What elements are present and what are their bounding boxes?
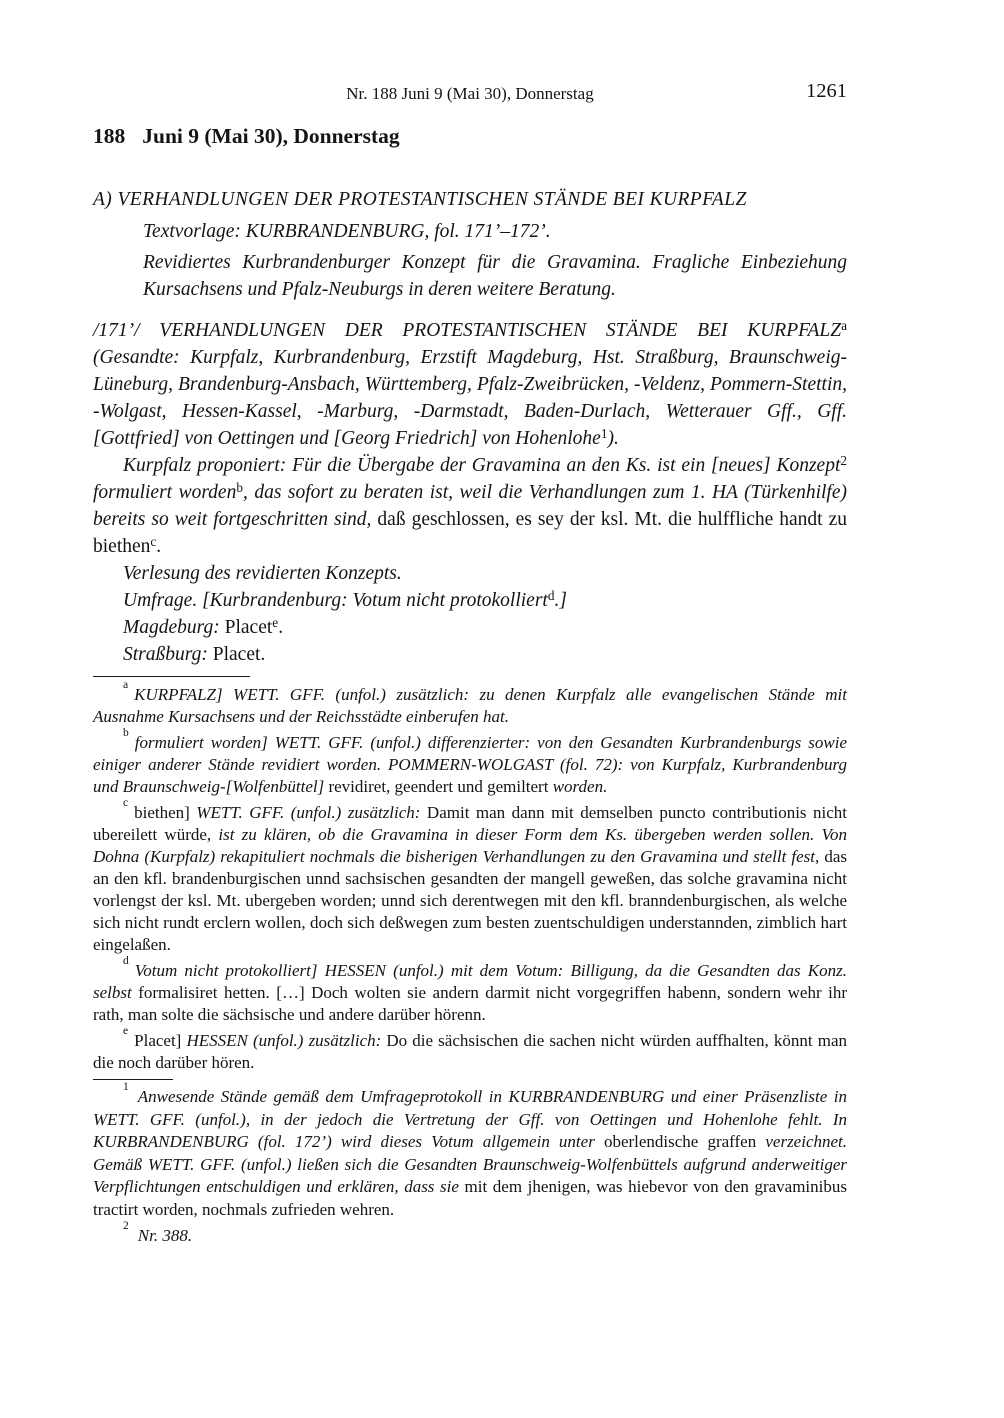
page-number: 1261 [806,80,847,102]
text-segment: formuliert worden] WETT. GFF. (unfol.) differenzierter: von den Gesandten Kurbrandenburgs sowie einiger anderer Stände revidiert worden. POMMERN-WOLGAST (fol. 72): von Kurpfalz, Kurbrandenburg und Braunschweig-[Wolfenbüttel] [93,733,847,796]
text-segment: formalisiret hetten. […] Doch wolten sie andern darmit nicht vorgegriffen habenn, sondern wehr ihr rath, man solte die sächsische und andere darüber hörenn. [93,983,847,1024]
paragraph-strassburg-votum [93,641,847,668]
footnote-b-text [93,733,847,796]
text-segment: mit dem jhenigen, was hiebevor von den gravaminibus tractirt worden, nochmals zufrieden wehren. [93,1177,847,1219]
summary-text: Revidiertes Kurbrandenburger Konzept für die Gravamina. Fragliche Einbeziehung Kursachsens und Pfalz-Neuburgs in deren weitere Beratung. [143,252,847,300]
paragraph-umfrage [93,587,847,614]
text-segment: b [236,480,243,496]
footnote-1 [93,1080,848,1221]
text-segment: Magdeburg: [123,617,220,638]
footnote-c-text [93,803,847,954]
entry-heading [93,122,847,151]
footnote-b [93,726,847,798]
commentary-divider-rule [93,1079,173,1080]
text-segment: c [150,534,157,550]
apparatus-divider-rule [93,676,250,677]
footnote-1-text [93,1087,847,1219]
section-heading [93,187,847,213]
footnote-marker-2: 2 [123,1219,129,1233]
text-segment: formuliert worden [93,482,237,503]
footnote-marker-a: a [123,678,129,692]
text-segment: a [841,318,847,334]
text-segment: Umfrage. [Kurbrandenburg: Votum nicht protokolliert [123,590,548,611]
footnote-2 [93,1219,847,1248]
text-segment: revidiret, geendert und gemiltert [324,777,553,796]
text-segment: ). [607,428,619,449]
text-segment: Anwesende Stände gemäß dem Umfrageprotokoll in KURBRANDENBURG und einer Präsenzliste in WETT. GFF. (unfol.), in der jedoch die Vertretung der Gff. von Oettingen und Hohenlohe fehlt. In KURBRANDENBURG (fol. 172’) wird dieses Votum allgemein unter [93,1087,847,1151]
footnote-d-text [93,961,847,1024]
text-segment: Damit man dann mit demselben puncto contributionis nicht ubereilett würde, [93,803,847,844]
footnote-a [93,678,847,728]
footnote-e-text [93,1031,847,1072]
page-content [93,0,847,1252]
text-segment: , das sofort zu beraten ist, weil die Verhandlungen zum 1. HA (Türkenhilfe) bereits so weit fortgeschritten sind, [93,482,847,530]
footnote-marker-d: d [123,954,129,968]
footnote-marker-b: b [123,726,129,740]
text-segment: (Gesandte: Kurpfalz, Kurbrandenburg, Erzstift Magdeburg, Hst. Straßburg, Braunschweig-Lüneburg, Brandenburg-Ansbach, Württemberg, Pfalz-Zweibrücken, -Veldenz, Pommern-Stettin, -Wolgast, Hessen-Kassel, -Marburg, -Darmstadt, Baden-Durlach, Wetterauer Gff., Gff. [Gottfried] von Oettingen und [Georg Friedrich] von Hohenlohe [93,347,847,449]
text-segment: HESSEN (unfol.) zusätzlich: [186,1031,382,1050]
main-text [93,317,847,668]
text-segment: d [547,588,555,604]
footnote-marker-e: e [123,1024,129,1038]
text-segment: das an den kfl. brandenburgischen unnd sachsischen gesandten der mangell geweßen, das solche gravamina nicht vorlengst der ksl. Mt. ubergeben worden; unnd sich derentwegen mit den kfl. branndenburgischen, als welche sich nicht rundt erclern wollen, doch sich deßwegen zum besten zuentschuldigen understannden, zimblich hart eingelaßen. [93,847,847,954]
text-segment: /171’/ VERHANDLUNGEN DER PROTESTANTISCHEN STÄNDE BEI KURPFALZ [93,320,842,341]
footnote-e [93,1024,847,1074]
paragraph-magdeburg-votum [93,614,847,641]
footnote-d [93,954,847,1026]
footnote-c [93,796,847,956]
text-segment: 1 [600,426,608,442]
paragraph-proposition [93,452,847,560]
section-title: VERHANDLUNGEN DER PROTESTANTISCHEN STÄNDE BEI KURPFALZ [117,189,747,210]
footnote-a-text [93,685,847,726]
footnote-marker-c: c [123,796,129,810]
running-header [93,80,847,104]
entry-number: 188 [93,124,126,148]
text-segment: worden. [552,777,608,796]
text-segment: . [156,536,162,557]
paragraph-protocol-head [93,317,847,452]
text-segment: Placet [219,617,273,638]
text-segment: biethen] [134,803,197,822]
text-segment: .] [554,590,567,611]
text-segment: Verlesung des revidierten Konzepts. [123,563,402,584]
text-segment: 2 [840,453,847,469]
text-segment: . [278,617,284,638]
entry-title: Juni 9 (Mai 30), Donnerstag [142,124,400,148]
text-segment: verzeichnet. Gemäß WETT. GFF. (unfol.) ließen sich die Gesandten Braunschweig-Wolfenbüttels aufgrund anderweitiger Verpflichtungen entschuldigen und erklären, dass sie [93,1132,848,1196]
text-segment: Placet. [207,644,266,665]
text-segment: Nr. 388. [137,1226,193,1245]
text-segment: Straßburg: [123,644,208,665]
source-note: Textvorlage: KURBRANDENBURG, fol. 171’–172’. [143,221,551,242]
text-segment: Kurpfalz proponiert: Für die Übergabe der Gravamina an den Ks. ist ein [neues] Konzept [123,455,841,476]
commentary-footnotes [93,1080,848,1248]
text-segment: KURPFALZ] WETT. GFF. (unfol.) zusätzlich: zu denen Kurpfalz alle evangelischen Stände mit Ausnahme Kursachsens und der Reichsstädte einberufen hat. [93,685,847,726]
text-segment: Votum nicht protokolliert] HESSEN (unfol.) mit dem Votum: Billigung, da die Gesandten das Konz. selbst [93,961,847,1002]
footnote-marker-1: 1 [123,1080,129,1094]
apparatus-footnotes [93,678,847,1074]
section-label: A) [93,189,113,210]
paragraph-verlesung [93,560,847,587]
running-title: Nr. 188 Juni 9 (Mai 30), Donnerstag [346,84,594,103]
text-segment: Do die sächsischen die sachen nicht würden auffhalten, könnt man die noch darüber hören. [93,1031,847,1072]
text-segment: e [272,615,279,631]
text-segment: oberlendische graffen [594,1132,766,1151]
text-segment: WETT. GFF. (unfol.) zusätzlich: [196,803,421,822]
text-segment: Placet] [134,1031,187,1050]
footnote-2-text [138,1226,192,1245]
text-segment: ist zu klären, ob die Gravamina in dieser Form dem Ks. übergeben werden sollen. Von Dohna (Kurpfalz) rekapituliert nochmals die bisherigen Verhandlungen zu den Gravamina und stellt fest, [93,825,847,866]
text-segment: daß geschlossen, es sey der ksl. Mt. die hulffliche handt zu biethen [93,509,848,557]
